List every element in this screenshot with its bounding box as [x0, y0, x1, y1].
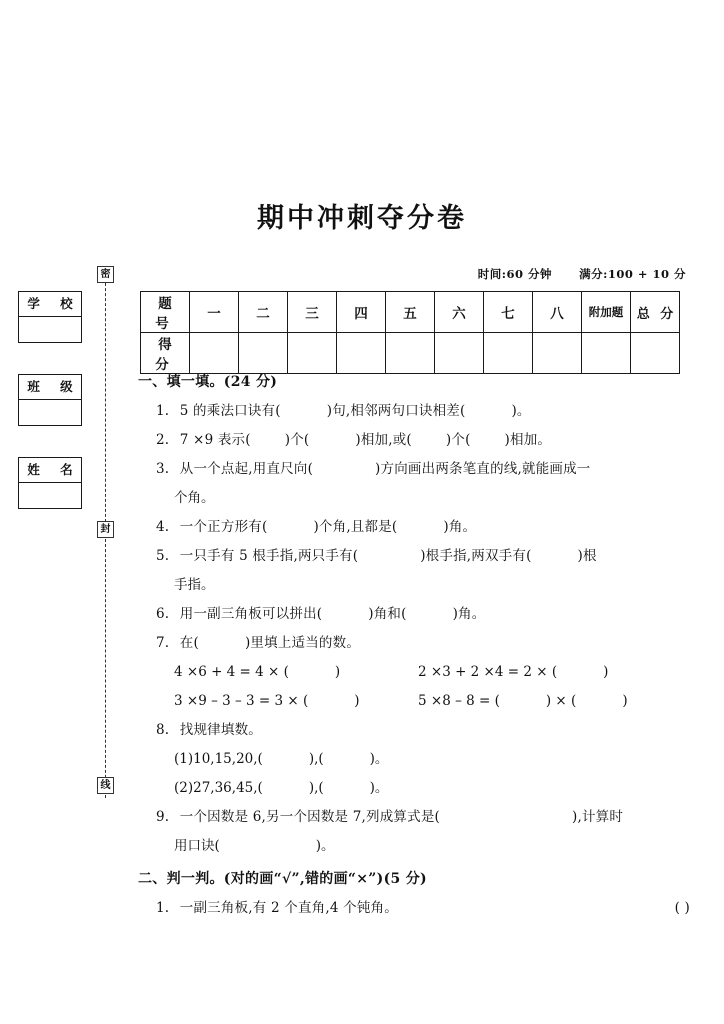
question-text: )方向画出两条笔直的线,就能画成一 [375, 461, 591, 477]
question-text: 在( [179, 635, 199, 651]
question-number: 1. [156, 900, 170, 916]
identity-field-school[interactable] [19, 317, 81, 342]
question-1-7 [138, 629, 690, 658]
question-text: )。 [315, 838, 335, 854]
question-1-1 [138, 397, 690, 426]
question-1-4 [138, 513, 690, 542]
question-text: 从一个点起,用直尺向( [179, 461, 314, 477]
identity-box-class [18, 374, 82, 426]
question-1-8-sub-2 [138, 774, 690, 803]
question-1-9-cont [138, 832, 690, 861]
question-1-3-cont: 个角。 [174, 490, 215, 506]
sub-text: ),( [308, 751, 324, 767]
question-text: )句,相邻两句口诀相差( [326, 403, 466, 419]
score-table-col-5: 五 [386, 292, 435, 333]
identity-box-name [18, 457, 82, 509]
equation-left: 3 ×9 – 3 – 3 = 3 × ( ) [174, 693, 360, 709]
question-number: 4. [156, 519, 170, 535]
score-table-col-3: 三 [288, 292, 337, 333]
question-number: 5. [156, 548, 170, 564]
question-2-1 [138, 894, 690, 923]
question-text: )角。 [452, 606, 486, 622]
question-1-6 [138, 600, 690, 629]
equation-right: 2 ×3 + 2 ×4 = 2 × ( ) [418, 664, 609, 680]
question-1-9 [138, 803, 690, 832]
question-text: 用一副三角板可以拼出( [179, 606, 323, 622]
question-text: 一个正方形有( [179, 519, 268, 535]
sub-label: (1) [174, 751, 194, 767]
question-number: 1. [156, 403, 170, 419]
sub-text: )。 [369, 780, 389, 796]
page-title: 期中冲刺夺分卷 [257, 203, 467, 234]
question-number: 6. [156, 606, 170, 622]
score-table-col-extra: 附加题 [582, 292, 631, 333]
exam-meta [478, 266, 686, 282]
identity-field-class[interactable] [19, 400, 81, 425]
section-heading-2: 二、判一判。(对的画“√”,错的画“×”)(5 分) [138, 871, 427, 887]
question-1-5 [138, 542, 690, 571]
score-table-col-8: 八 [533, 292, 582, 333]
question-text: )角和( [368, 606, 407, 622]
question-text: ),计算时 [572, 809, 624, 825]
identity-field-name[interactable] [19, 483, 81, 508]
question-number: 2. [156, 432, 170, 448]
score-table-row-label-score: 得 分 [141, 333, 190, 374]
question-number: 9. [156, 809, 170, 825]
score-table-col-6: 六 [435, 292, 484, 333]
question-number: 3. [156, 461, 170, 477]
question-text: )相加。 [504, 432, 552, 448]
identity-box-school [18, 291, 82, 343]
question-text: )个( [284, 432, 310, 448]
exam-full-score: 满分:100 + 10 分 [579, 267, 686, 281]
table-row [141, 292, 680, 333]
score-table-col-7: 七 [484, 292, 533, 333]
score-table-col-total: 总 分 [631, 292, 680, 333]
question-1-7-equation-row-2 [138, 687, 690, 716]
seal-char-feng: 封 [97, 521, 114, 538]
score-table-col-1: 一 [190, 292, 239, 333]
score-table [140, 291, 680, 374]
sub-text: )。 [369, 751, 389, 767]
section-heading-1: 一、填一填。(24 分) [138, 374, 278, 390]
question-text: )根手指,两双手有( [420, 548, 532, 564]
score-table-col-2: 二 [239, 292, 288, 333]
question-1-7-equation-row-1 [138, 658, 690, 687]
score-table-col-4: 四 [337, 292, 386, 333]
question-text: 用口诀( [174, 838, 220, 854]
question-text: 5 的乘法口诀有( [179, 403, 281, 419]
equation-left: 4 ×6 + 4 = 4 × ( ) [174, 664, 341, 680]
question-1-5-cont: 手指。 [174, 577, 215, 593]
sub-label: (2) [174, 780, 194, 796]
sub-text: 27,36,45,( [193, 780, 263, 796]
sub-text: 10,15,20,( [193, 751, 263, 767]
question-text: 一个因数是 6,另一个因数是 7,列成算式是( [179, 809, 440, 825]
sub-text: ),( [308, 780, 324, 796]
question-text: )个( [445, 432, 471, 448]
question-text: )里填上适当的数。 [244, 635, 361, 651]
question-number: 7. [156, 635, 170, 651]
question-text: )。 [511, 403, 531, 419]
seal-char-mi: 密 [97, 266, 114, 283]
question-text: 找规律填数。 [179, 722, 262, 738]
question-1-2 [138, 426, 690, 455]
question-1-8-sub-1 [138, 745, 690, 774]
score-table-row-label-qno: 题 号 [141, 292, 190, 333]
question-text: )根 [577, 548, 597, 564]
identity-label-class: 班 级 [19, 375, 81, 400]
question-number: 8. [156, 722, 170, 738]
identity-label-school: 学 校 [19, 292, 81, 317]
question-text: 7 ×9 表示( [179, 432, 251, 448]
exam-body [138, 368, 690, 923]
question-1-3 [138, 455, 690, 484]
question-text: )相加,或( [355, 432, 412, 448]
exam-time: 时间:60 分钟 [477, 267, 553, 281]
question-text: 一副三角板,有 2 个直角,4 个钝角。 [179, 900, 398, 916]
question-1-8 [138, 716, 690, 745]
question-text: )角。 [443, 519, 477, 535]
seal-char-xian: 线 [97, 777, 114, 794]
question-text: 一只手有 5 根手指,两只手有( [179, 548, 359, 564]
judge-answer-blank[interactable]: ( ) [674, 900, 690, 916]
identity-label-name: 姓 名 [19, 458, 81, 483]
question-text: )个角,且都是( [313, 519, 398, 535]
equation-right: 5 ×8 – 8 = ( ) × ( ) [418, 693, 628, 709]
